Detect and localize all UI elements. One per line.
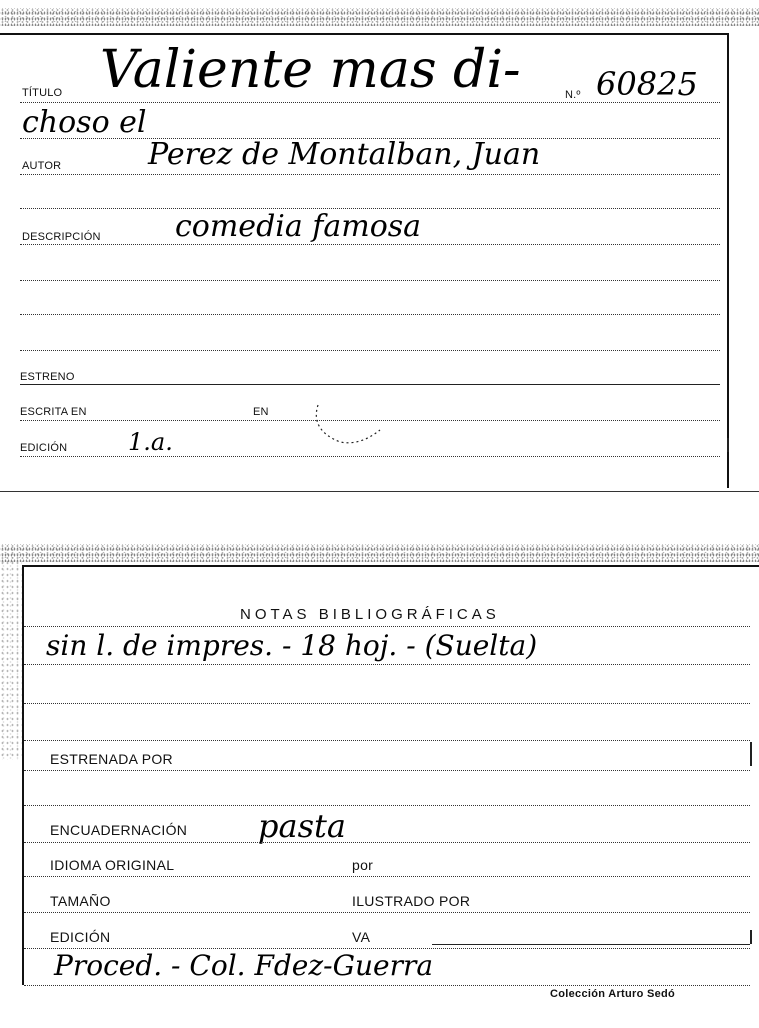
notas-value: sin l. de impres. - 18 hoj. - (Suelta): [46, 629, 538, 662]
autor-value: Perez de Montalban, Juan: [148, 137, 541, 172]
notas-rule-3: [24, 703, 750, 704]
right-border: [727, 33, 729, 488]
tamano-rule: [24, 912, 750, 913]
card-side-texture: [0, 560, 22, 760]
edge-tick-back: [750, 742, 752, 766]
estreno-rule: [20, 384, 720, 385]
notas-rule: [24, 626, 750, 627]
card-edge-texture: [0, 8, 759, 26]
back-card: [0, 540, 759, 1028]
titulo-value-line2: choso el: [22, 105, 147, 140]
numero-value: 60825: [596, 65, 698, 103]
descripcion-rule-4: [20, 350, 720, 351]
card-edge-texture-back: [0, 544, 759, 562]
titulo-rule: [20, 102, 720, 103]
estrenada-rule: [24, 770, 750, 771]
va-label: VA: [352, 929, 371, 945]
estreno-label: ESTRENO: [20, 371, 75, 383]
escrita-en-label: ESCRITA EN: [20, 406, 87, 418]
tamano-label: TAMAÑO: [50, 893, 111, 909]
descripcion-rule: [20, 244, 720, 245]
edicion-value: 1.a.: [128, 428, 173, 456]
idioma-rule: [24, 876, 750, 877]
titulo-label: TÍTULO: [22, 87, 63, 99]
notas-rule-2: [24, 664, 750, 665]
encuadernacion-label: ENCUADERNACIÓN: [50, 822, 188, 838]
ilustrado-label: ILUSTRADO POR: [352, 893, 471, 909]
edicion-label: EDICIÓN: [20, 442, 68, 454]
proced-value: Proced. - Col. Fdez-Guerra: [54, 949, 434, 982]
descripcion-value: comedia famosa: [175, 209, 422, 244]
edicion-back-label: EDICIÓN: [50, 929, 111, 945]
idioma-label: IDIOMA ORIGINAL: [50, 857, 175, 873]
edge-tick-back-2: [750, 930, 752, 944]
collection-credit: Colección Arturo Sedó: [550, 988, 676, 1000]
autor-label: AUTOR: [22, 160, 62, 172]
back-left-border: [22, 565, 24, 985]
top-border: [0, 33, 728, 35]
proced-rule: [24, 985, 750, 986]
titulo-value-line1: Valiente mas di-: [100, 40, 521, 100]
encuadernacion-rule: [24, 842, 750, 843]
descripcion-rule-3: [20, 314, 720, 315]
va-rule: [432, 944, 750, 945]
estrenada-por-label: ESTRENADA POR: [50, 751, 173, 767]
autor-rule: [20, 174, 720, 175]
card-bottom-edge: [0, 491, 759, 492]
descripcion-label: DESCRIPCIÓN: [22, 231, 101, 243]
estrenada-rule-2: [24, 805, 750, 806]
encuadernacion-value: pasta: [258, 807, 346, 845]
edge-tick: [727, 438, 729, 452]
punch-hole-mark: [310, 400, 390, 460]
notas-rule-4: [24, 740, 750, 741]
front-card: [0, 0, 759, 492]
notas-heading: NOTAS BIBLIOGRÁFICAS: [240, 606, 500, 623]
descripcion-rule-2: [20, 280, 720, 281]
en-label: EN: [253, 406, 269, 418]
por-label: por: [352, 857, 374, 873]
numero-label: N.º: [565, 89, 581, 101]
back-top-border: [22, 565, 759, 567]
